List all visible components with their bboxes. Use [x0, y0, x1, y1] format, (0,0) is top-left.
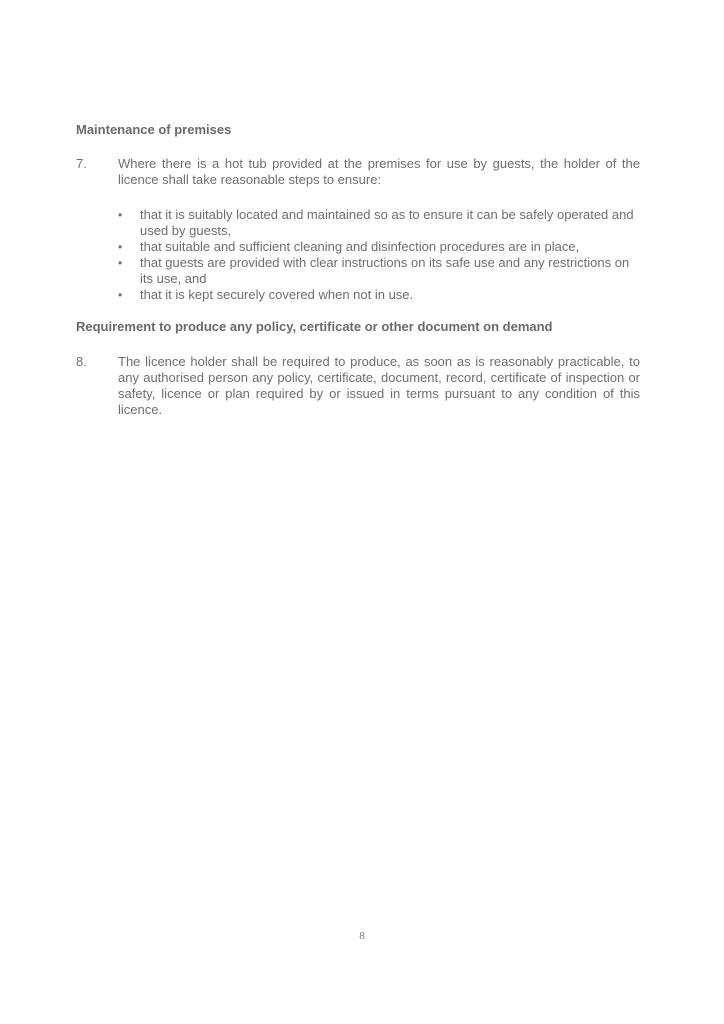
list-item — [118, 239, 640, 255]
list-item-text: that it is suitably located and maintained so as to ensure it can be safely operated and used by guests, — [140, 207, 634, 238]
bullet-icon: • — [118, 208, 123, 222]
page-number: 8 — [359, 930, 365, 942]
list-item-text: that suitable and sufficient cleaning and disinfection procedures are in place, — [140, 239, 580, 254]
clause-8 — [76, 354, 640, 420]
list-item-text: that it is kept securely covered when not in use. — [140, 287, 414, 302]
list-item — [118, 255, 640, 287]
bullet-list — [118, 207, 640, 303]
bullet-icon: • — [118, 240, 123, 254]
list-item-text: that guests are provided with clear instructions on its safe use and any restrictions on its use, and — [140, 255, 630, 286]
bullet-icon: • — [118, 288, 123, 302]
section-heading-maintenance: Maintenance of premises — [76, 122, 232, 137]
clause-7 — [76, 156, 640, 190]
section-heading-requirement: Requirement to produce any policy, certificate or other document on demand — [76, 319, 553, 334]
clause-number: 7. — [76, 156, 87, 171]
clause-number: 8. — [76, 354, 87, 369]
list-item — [118, 287, 640, 303]
list-item — [118, 207, 640, 239]
clause-text: The licence holder shall be required to produce, as soon as is reasonably practicable, to any authorised person any policy, certificate, document, record, certificate of inspection or safety, licence or plan required by or issued in terms pursuant to any condition of this licence. — [118, 354, 640, 417]
clause-text: Where there is a hot tub provided at the premises for use by guests, the holder of the licence shall take reasonable steps to ensure: — [118, 156, 640, 187]
bullet-icon: • — [118, 256, 123, 270]
